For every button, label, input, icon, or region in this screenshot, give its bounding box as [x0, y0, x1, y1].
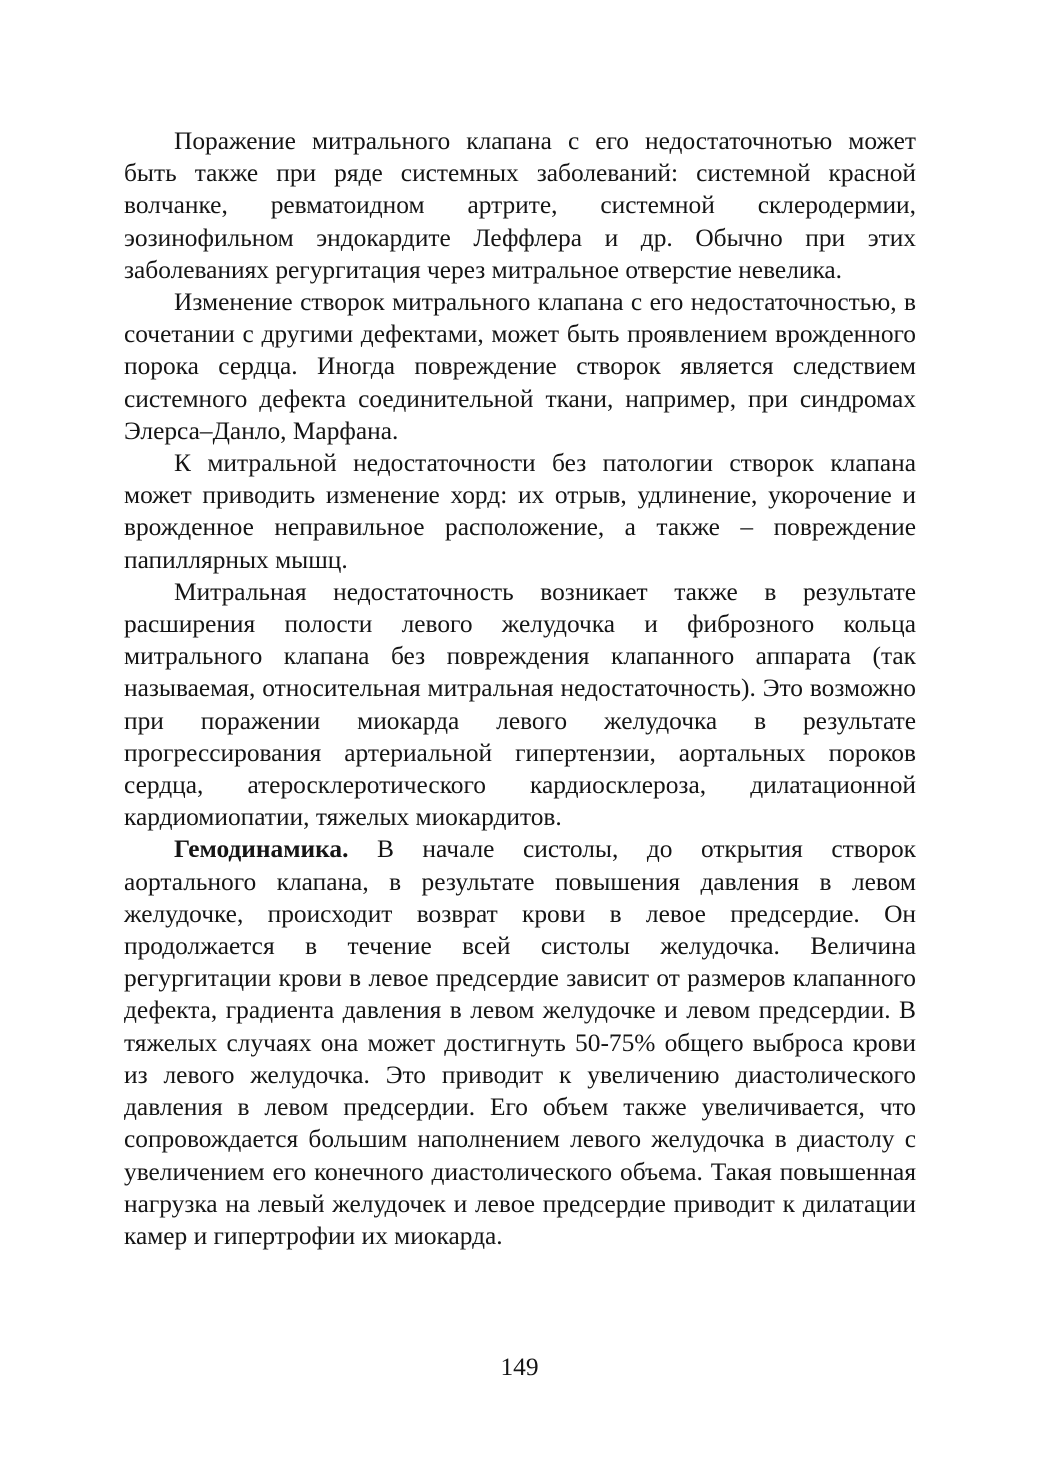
- body-text: [124, 125, 916, 1252]
- paragraph-4: [124, 576, 916, 834]
- paragraph-3: [124, 447, 916, 576]
- paragraph-3-text: К митральной недостаточности без патологии створок клапана может приводить изменение хорд: их отрыв, удлинение, укорочение и врожденное неправильное расположение, а также – повреждение папиллярных мышц.: [124, 449, 916, 574]
- paragraph-1: [124, 125, 916, 286]
- paragraph-1-text: Поражение митрального клапана с его недостаточнотью может быть также при ряде системных заболеваний: системной красной волчанке, ревматоидном артрите, системной склеродермии, эозинофильном эндокардите Леффлера и др. Обычно при этих заболеваниях регургитация через митральное отверстие невелика.: [124, 127, 916, 284]
- page-number: 149: [500, 1353, 539, 1381]
- paragraph-5: [124, 833, 916, 1252]
- paragraph-2-text: Изменение створок митрального клапана с его недостаточностью, в сочетании с другими дефектами, может быть проявлением врожденного порока сердца. Иногда повреждение створок является следствием системного дефекта соединительной ткани, например, при синдромах Элерса–Данло, Марфана.: [124, 288, 916, 445]
- hemodynamics-heading: Гемодинамика.: [174, 835, 349, 864]
- paragraph-2: [124, 286, 916, 447]
- paragraph-4-text: Митральная недостаточность возникает также в результате расширения полости левого желудочка и фиброзного кольца митрального клапана без повреждения клапанного аппарата (так называемая, относительная митральная недостаточность). Это возможно при поражении миокарда левого желудочка в результате прогрессирования артериальной гипертензии, аортальных пороков сердца, атеросклеротического кардиосклероза, дилатационной кардиомиопатии, тяжелых миокардитов.: [124, 577, 916, 832]
- paragraph-5-text: В начале систолы, до открытия створок аортального клапана, в результате повышения давления в левом желудочке, происходит возврат крови в левое предсердие. Он продолжается в течение всей систолы желудочка. Величина регургитации крови в левое предсердие зависит от размеров клапанного дефекта, градиента давления в левом желудочке и левом предсердии. В тяжелых случаях она может достигнуть 50-75% общего выброса крови из левого желудочка. Это приводит к увеличению диастолического давления в левом предсердии. Его объем также увеличивается, что сопровождается большим наполнением левого желудочка в диастолу с увеличением его конечного диастолического объема. Такая повышенная нагрузка на левый желудочек и левое предсердие приводит к дилатации камер и гипертрофии их миокарда.: [124, 835, 916, 1250]
